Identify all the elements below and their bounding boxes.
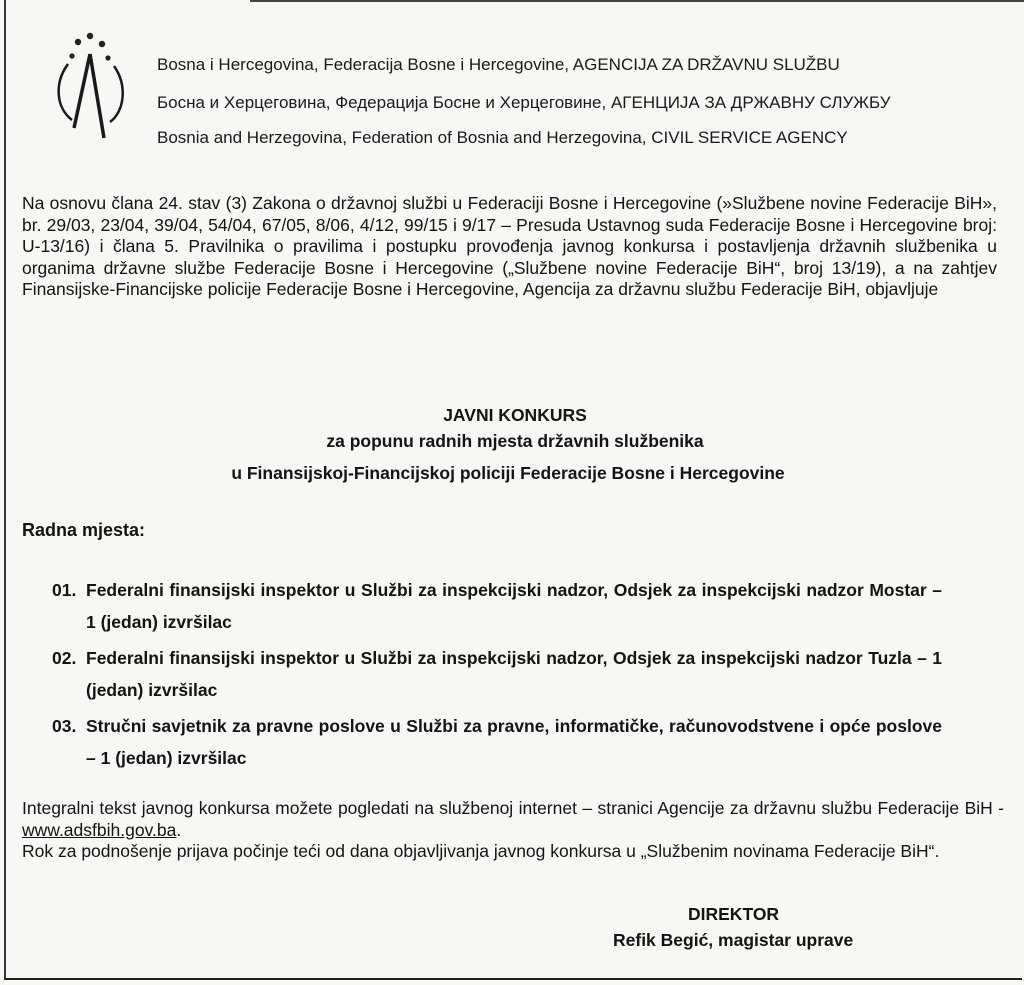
position-text: Stručni savjetnik za pravne poslove u Službi za pravne, informatičke, računovodstvene i opće poslove – 1 (jedan) izvršilac	[86, 716, 942, 768]
closing-section	[22, 798, 1004, 863]
position-text: Federalni finansijski inspektor u Službi za inspekcijski nadzor, Odsjek za inspekcijski nadzor Tuzla – 1 (jedan) izvršilac	[86, 648, 942, 700]
agency-logo-icon	[44, 28, 134, 148]
header-line-bosnian: Bosna i Hercegovina, Federacija Bosne i Hercegovine, AGENCIJA ZA DRŽAVNU SLUŽBU	[157, 55, 840, 74]
intro-paragraph: Na osnovu člana 24. stav (3) Zakona o državnoj službi u Federaciji Bosne i Hercegovine (»Službene novine Federacije BiH», br. 29/03, 23/04, 39/04, 54/04, 67/05, 8/06, 4/12, 99/15 i 9/17 – Presuda Ustavnog suda Federacije Bosne i Hercegovine broj: U-13/16) i člana 5. Pravilnika o pravilima i postupku provođenja javnog konkursa i postavljenja državnih službenika u organima državne službe Federacije Bosne i Hercegovine („Službene novine Federacije BiH“, broj 13/19), a na zahtjev Finansijske-Financijske policije Federacije Bosne i Hercegovine, Agencija za državnu službu Federacije BiH, objavljuje	[22, 193, 997, 300]
document-subtitle-2: u Finansijskoj-Financijskoj policiji Federacije Bosne i Hercegovine	[231, 463, 785, 483]
list-item	[52, 642, 942, 706]
header-line-serbian: Босна и Херцеговина, Федерација Босне и Херцеговине, АГЕНЦИЈА ЗА ДРЖАВНУ СЛУЖБУ	[157, 93, 891, 112]
agency-website-link[interactable]: www.adsfbih.gov.ba	[22, 819, 177, 840]
position-text: Federalni finansijski inspektor u Službi za inspekcijski nadzor, Odsjek za inspekcijski nadzor Mostar – 1 (jedan) izvršilac	[86, 580, 942, 632]
document-subtitle-1: za popunu radnih mjesta državnih službenika	[326, 431, 704, 451]
signature-title: DIREKTOR	[688, 904, 780, 924]
header-line-english: Bosnia and Herzegovina, Federation of Bosnia and Herzegovina, CIVIL SERVICE AGENCY	[157, 128, 848, 147]
signature-name: Refik Begić, magistar uprave	[613, 930, 854, 950]
closing-paragraph-2: Rok za podnošenje prijava počinje teći od dana objavljivanja javnog konkursa u „Službenim novinama Federacije BiH“.	[22, 841, 940, 861]
position-number: 02.	[52, 648, 77, 668]
top-border	[250, 0, 1024, 2]
closing-paragraph-1	[22, 798, 1004, 841]
document-title: JAVNI KONKURS	[443, 405, 587, 425]
positions-list	[52, 574, 942, 778]
closing-text: Integralni tekst javnog konkursa možete pogledati na službenoj internet – stranici Agencije za državnu službu Federacije BiH -	[22, 798, 1004, 818]
positions-heading: Radna mjesta:	[22, 520, 146, 540]
closing-period: .	[176, 819, 182, 840]
list-item	[52, 574, 942, 638]
position-number: 03.	[52, 716, 77, 736]
position-number: 01.	[52, 580, 77, 600]
list-item	[52, 710, 942, 774]
